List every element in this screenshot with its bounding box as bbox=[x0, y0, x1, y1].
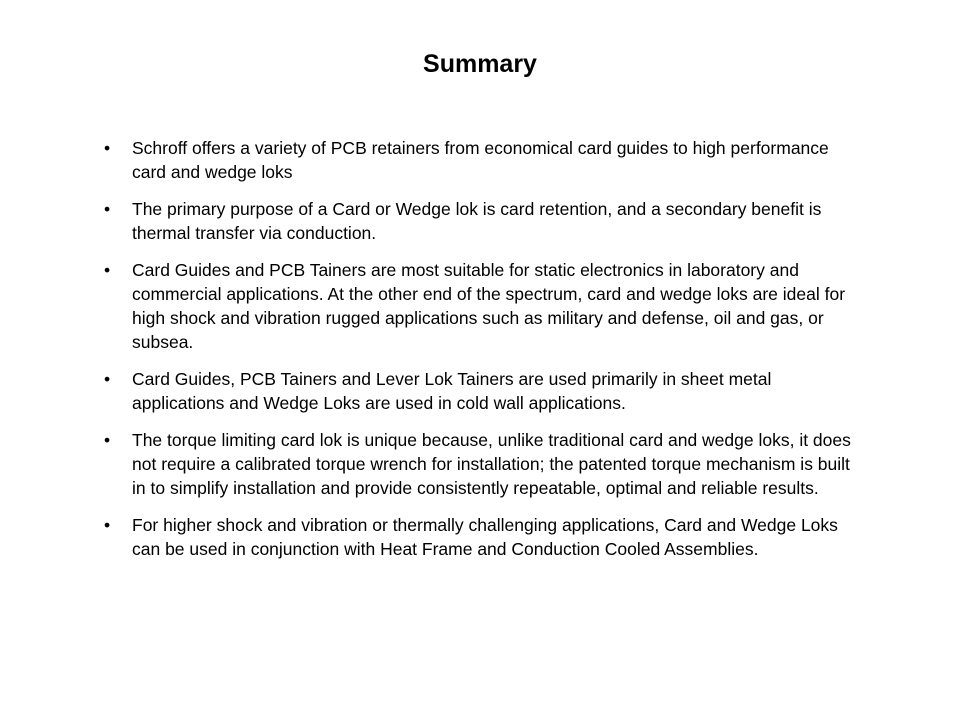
bullet-text: Card Guides, PCB Tainers and Lever Lok Tainers are used primarily in sheet metal applications and Wedge Loks are used in cold wall applications. bbox=[132, 369, 772, 413]
bullet-item bbox=[104, 136, 864, 184]
bullet-icon: • bbox=[104, 138, 111, 158]
slide-title: Summary bbox=[423, 50, 537, 78]
bullet-text: The primary purpose of a Card or Wedge lok is card retention, and a secondary benefit is thermal transfer via conduction. bbox=[132, 199, 822, 243]
bullet-text: Schroff offers a variety of PCB retainers from economical card guides to high performance card and wedge loks bbox=[132, 138, 829, 182]
bullet-item bbox=[104, 428, 864, 500]
bullet-icon: • bbox=[104, 515, 111, 535]
bullet-icon: • bbox=[104, 430, 111, 450]
bullet-icon: • bbox=[104, 199, 111, 219]
bullet-text: The torque limiting card lok is unique because, unlike traditional card and wedge loks, it does not require a calibrated torque wrench for installation; the patented torque mechanism is built in to simplify installation and provide consistently repeatable, optimal and reliable results. bbox=[132, 430, 851, 498]
bullet-icon: • bbox=[104, 369, 111, 389]
bullet-icon: • bbox=[104, 260, 111, 280]
bullet-item bbox=[104, 197, 864, 245]
bullet-list bbox=[104, 136, 864, 574]
bullet-item bbox=[104, 367, 864, 415]
bullet-item bbox=[104, 258, 864, 354]
bullet-text: Card Guides and PCB Tainers are most suitable for static electronics in laboratory and commercial applications. At the other end of the spectrum, card and wedge loks are ideal for high shock and vibration rugged applications such as military and defense, oil and gas, or subsea. bbox=[132, 260, 846, 352]
bullet-item bbox=[104, 513, 864, 561]
bullet-text: For higher shock and vibration or thermally challenging applications, Card and Wedge Loks can be used in conjunction with Heat Frame and Conduction Cooled Assemblies. bbox=[132, 515, 838, 559]
